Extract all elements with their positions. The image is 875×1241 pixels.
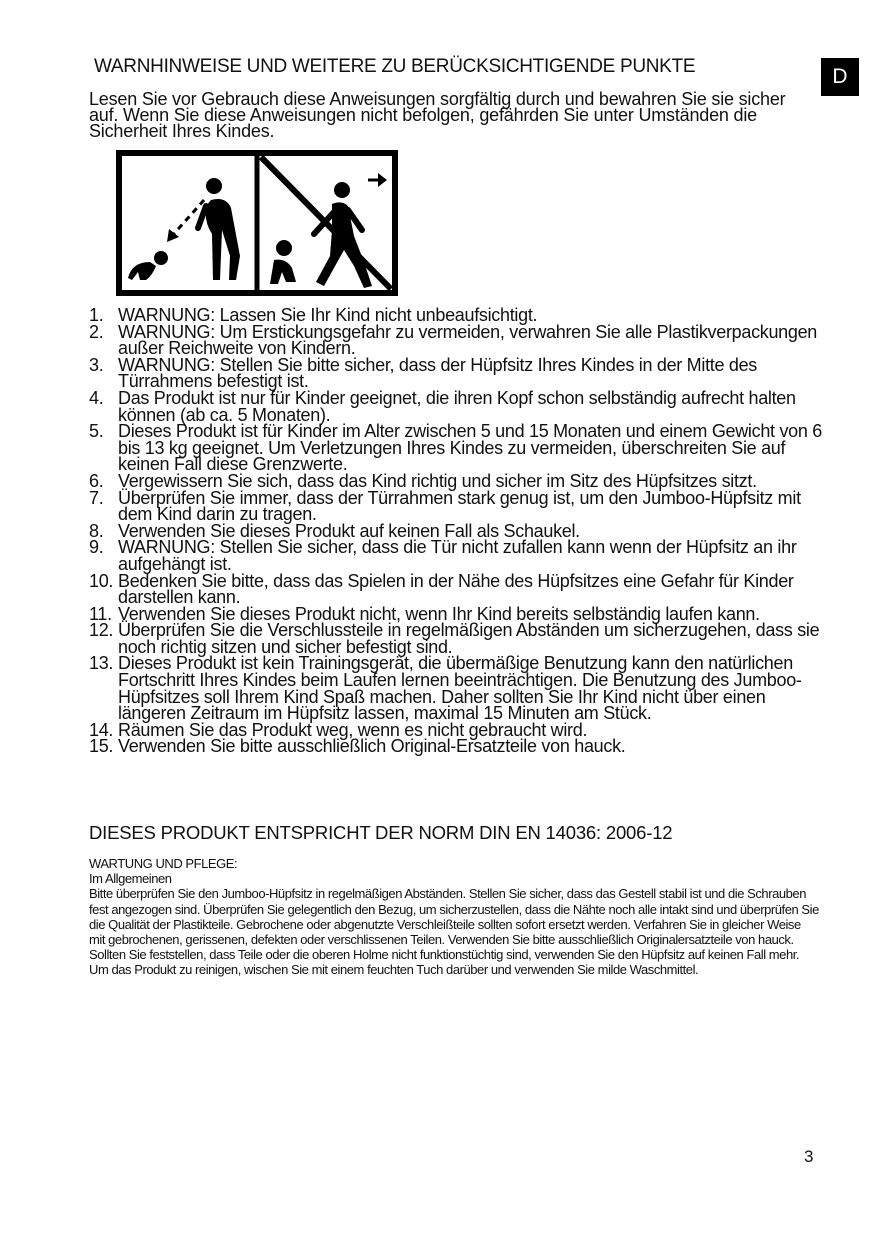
warning-number: 11. — [89, 603, 112, 624]
warning-number: 8. — [89, 520, 104, 541]
warning-item — [89, 354, 824, 392]
care-section — [89, 856, 819, 978]
warning-text: Überprüfen Sie immer, dass der Türrahmen stark genug ist, um den Jumboo-Hüpfsitz mit dem Kind darin zu tragen. — [118, 487, 801, 525]
warning-text: Verwenden Sie dieses Produkt nicht, wenn Ihr Kind bereits selbständig laufen kann. — [118, 603, 760, 624]
warning-text: Überprüfen Sie die Verschlussteile in regelmäßigen Abständen um sicherzugehen, dass sie noch richtig sitzen und sicher befestigt sind. — [118, 620, 820, 657]
warning-number: 12. — [89, 620, 114, 641]
warning-text: Dieses Produkt ist kein Trainingsgerät, die übermäßige Benutzung kann den natürlichen Fortschritt Ihres Kindes beim Laufen lernen beeinträchtigen. Die Benutzung des Jumboo-Hüpfsitzes soll Ihrem Kind Spaß machen. Daher sollten Sie Ihr Kind nicht über einen längeren Zeitraum im Hüpfsitz lassen, maximal 15 Minuten am Stück. — [118, 653, 802, 724]
care-title: WARTUNG UND PFLEGE: — [89, 856, 238, 871]
warning-item — [89, 570, 824, 608]
care-paragraph: Um das Produkt zu reinigen, wischen Sie mit einem feuchten Tuch darüber und verwenden Sie milde Waschmittel. — [89, 962, 699, 978]
norm-statement: DIESES PRODUKT ENTSPRICHT DER NORM DIN EN 14036: 2006-12 — [89, 822, 673, 843]
page-heading: WARNHINWEISE UND WEITERE ZU BERÜCKSICHTIGENDE PUNKTE — [94, 56, 696, 77]
warning-number: 3. — [89, 354, 104, 375]
warning-number: 14. — [89, 719, 114, 740]
warning-text: WARNUNG: Lassen Sie Ihr Kind nicht unbeaufsichtigt. — [118, 305, 538, 325]
warning-item — [89, 423, 824, 473]
care-paragraph: Sollten Sie feststellen, dass Teile oder die oberen Holme nicht funktionstüchtig sind, verwenden Sie den Hüpfsitz auf keinen Fall mehr. — [89, 947, 800, 963]
warning-number: 4. — [89, 387, 104, 408]
warning-text: WARNUNG: Stellen Sie bitte sicher, dass der Hüpfsitz Ihres Kindes in der Mitte des Türrahmens befestigt ist. — [118, 354, 758, 392]
language-tab: D — [821, 58, 859, 96]
warning-text: Vergewissern Sie sich, dass das Kind richtig und sicher im Sitz des Hüpfsitzes sitzt. — [118, 470, 757, 491]
warnings-list — [89, 307, 824, 755]
warning-text: Das Produkt ist nur für Kinder geeignet, die ihren Kopf schon selbständig aufrecht halten können (ab ca. 5 Monaten). — [118, 387, 796, 425]
page-number: 3 — [804, 1147, 814, 1166]
warning-text: WARNUNG: Stellen Sie sicher, dass die Tür nicht zufallen kann wenn der Hüpfsitz an ihr aufgehängt ist. — [118, 537, 797, 574]
care-paragraph: Bitte überprüfen Sie den Jumboo-Hüpfsitz in regelmäßigen Abständen. Stellen Sie sicher, dass das Gestell stabil ist und die Schrauben fest angezogen sind. Überprüfen Sie gelegentlich den Bezug, um sicherzustellen, dass die Nähte noch alle intakt sind und überprüfen Sie die Qualität der Plastikteile. Gebrochene oder abgenutzte Verschleißteile sollten sofort ersetzt werden. Verfahren Sie in gleicher Weise mit gebrochenen, gerissenen, defekten oder verschlissenen Teilen. Verwenden Sie bitte ausschließlich Originalersatzteile von hauck. — [89, 886, 819, 948]
intro-text: Lesen Sie vor Gebrauch diese Anweisungen sorgfältig durch und bewahren Sie sie sicher auf. Wenn Sie diese Anweisungen nicht befolgen, gefährden Sie unter Umständen die Sicherheit Ihres Kindes. — [89, 89, 786, 141]
warning-item — [89, 487, 824, 525]
warning-item — [89, 539, 824, 572]
warning-number: 5. — [89, 421, 104, 442]
warning-number: 7. — [89, 487, 104, 508]
warning-text: Räumen Sie das Produkt weg, wenn es nicht gebraucht wird. — [118, 719, 588, 740]
warning-number: 9. — [89, 537, 104, 558]
warning-text: Verwenden Sie dieses Produkt auf keinen Fall als Schaukel. — [118, 520, 580, 541]
warning-text: Dieses Produkt ist für Kinder im Alter zwischen 5 und 15 Monaten und einem Gewicht von 6 bis 13 kg geeignet. Um Verletzungen Ihres Kindes zu vermeiden, überschreiten Sie auf keinen Fall diese Grenzwerte. — [118, 421, 822, 475]
warning-number: 1. — [89, 305, 104, 325]
warning-number: 13. — [89, 653, 114, 674]
warning-number: 6. — [89, 470, 104, 491]
care-subtitle: Im Allgemeinen — [89, 871, 172, 887]
warning-number: 2. — [89, 321, 104, 342]
warning-text: Verwenden Sie bitte ausschließlich Original-Ersatzteile von hauck. — [118, 736, 626, 757]
warning-item — [89, 653, 824, 724]
do-not-leave-child-unattended-icon — [116, 150, 398, 296]
warning-item — [89, 622, 824, 655]
warning-item — [89, 321, 824, 359]
warning-number: 15. — [89, 736, 114, 757]
warning-item — [89, 387, 824, 425]
warning-text: Bedenken Sie bitte, dass das Spielen in der Nähe des Hüpfsitzes eine Gefahr für Kinder darstellen kann. — [118, 570, 794, 608]
warning-item — [89, 738, 824, 755]
warning-text: WARNUNG: Um Erstickungsgefahr zu vermeiden, verwahren Sie alle Plastikverpackungen außer Reichweite von Kindern. — [118, 321, 818, 359]
warning-number: 10. — [89, 570, 114, 591]
